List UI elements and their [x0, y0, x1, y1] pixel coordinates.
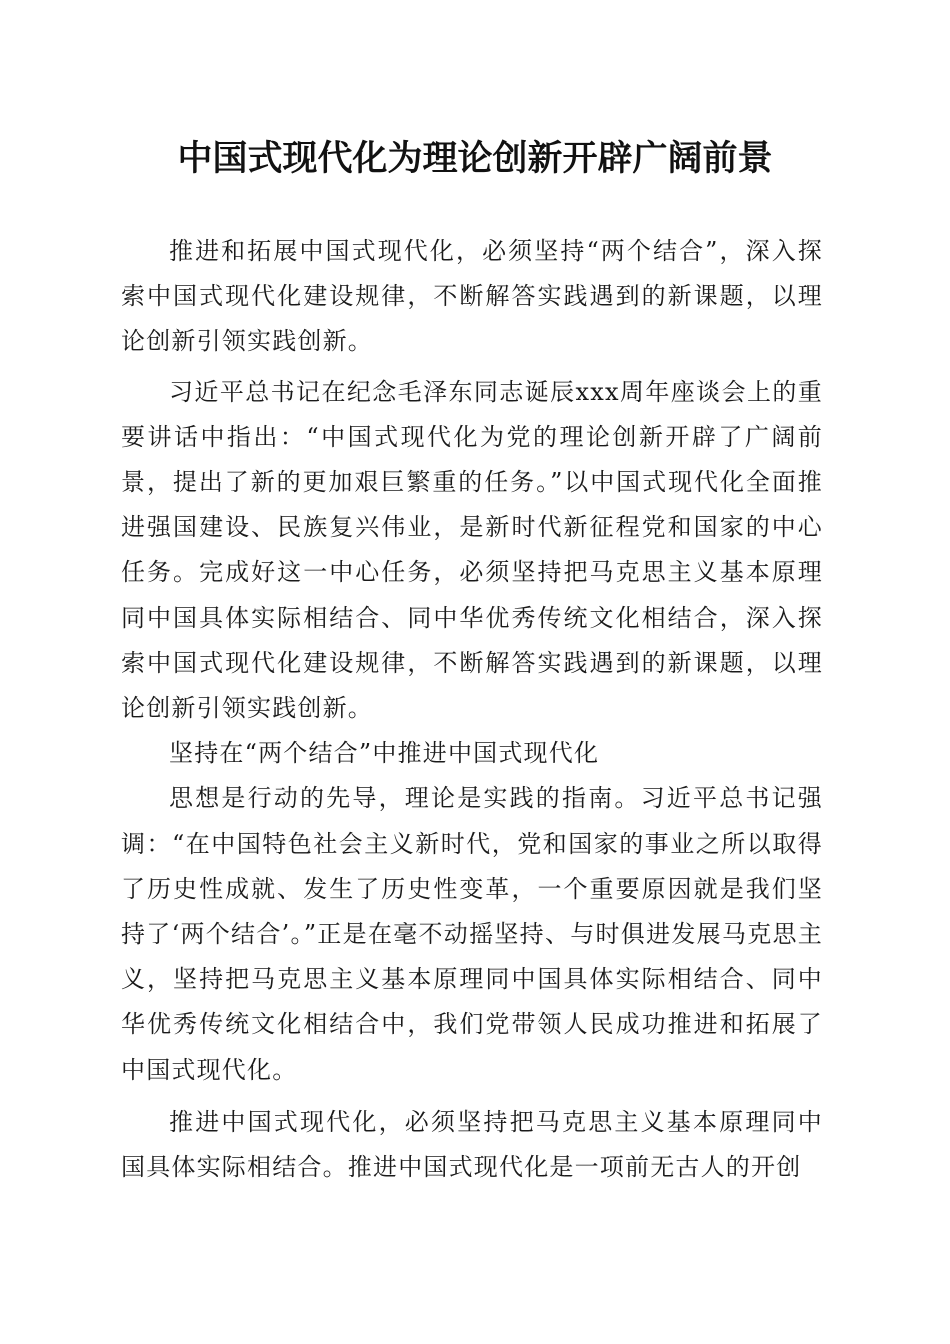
paragraph-speech-quote: 习近平总书记在纪念毛泽东同志诞辰xxx周年座谈会上的重要讲话中指出：“中国式现代化为党的理论创新开辟了广阔前景，提出了新的更加艰巨繁重的任务。”以中国式现代化全面推进强国建设、民族复兴伟业，是新时代新征程党和国家的中心任务。完成好这一中心任务，必须坚持把马克思主义基本原理同中国具体实际相结合、同中华优秀传统文化相结合，深入探索中国式现代化建设规律，不断解答实践遇到的新课题，以理论创新引领实践创新。	[121, 377, 823, 723]
paragraph-intro: 推进和拓展中国式现代化，必须坚持“两个结合”，深入探索中国式现代化建设规律，不断解答实践遇到的新课题，以理论创新引领实践创新。	[121, 237, 823, 356]
section-heading: 坚持在“两个结合”中推进中国式现代化	[169, 739, 600, 768]
paragraph-basic-principles: 推进中国式现代化，必须坚持把马克思主义基本原理同中国具体实际相结合。推进中国式现代化是一项前无古人的开创	[121, 1107, 823, 1182]
document-title: 中国式现代化为理论创新开辟广阔前景	[177, 138, 773, 179]
document-body	[121, 229, 823, 1190]
paragraph-two-combinations: 思想是行动的先导，理论是实践的指南。习近平总书记强调：“在中国特色社会主义新时代，党和国家的事业之所以取得了历史性成就、发生了历史性变革，一个重要原因就是我们坚持了‘两个结合’。”正是在毫不动摇坚持、与时俱进发展马克思主义，坚持把马克思主义基本原理同中国具体实际相结合、同中华优秀传统文化相结合中，我们党带领人民成功推进和拓展了中国式现代化。	[121, 784, 823, 1084]
